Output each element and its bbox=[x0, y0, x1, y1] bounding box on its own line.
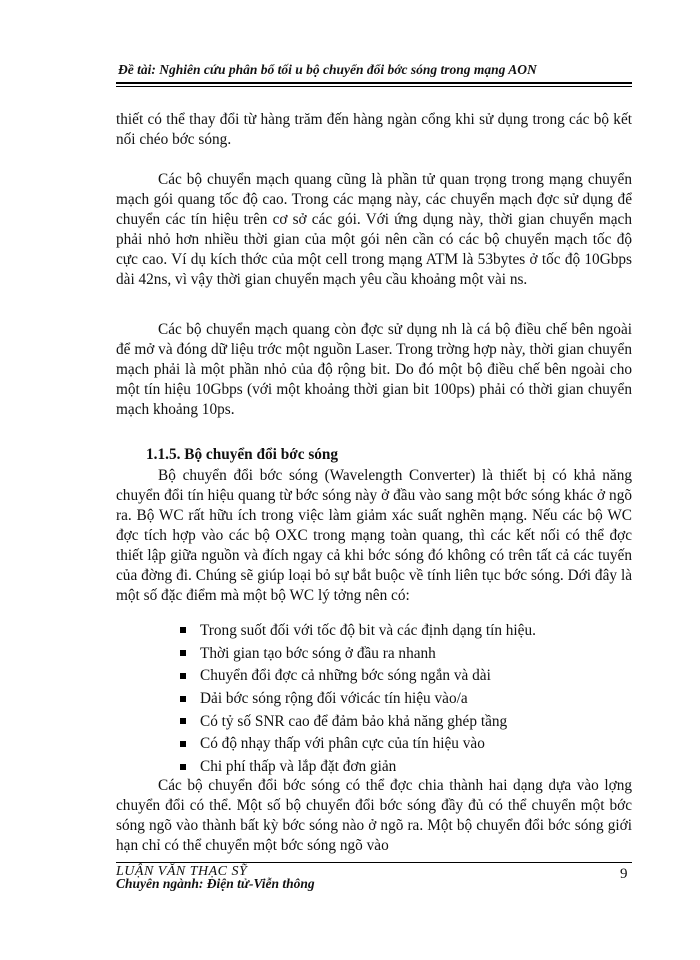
section-heading: 1.1.5. Bộ chuyển đổi bớc sóng bbox=[146, 446, 339, 463]
paragraph-block bbox=[116, 320, 632, 420]
list-item: Có tỷ số SNR cao để đảm bảo khả năng ghép tầng bbox=[180, 711, 536, 734]
feature-list bbox=[180, 620, 536, 779]
bullet-icon bbox=[180, 627, 186, 633]
bullet-icon bbox=[180, 673, 186, 679]
page-number: 9 bbox=[620, 866, 628, 882]
header-rule bbox=[116, 82, 632, 84]
paragraph: thiết có thể thay đổi từ hàng trăm đến hàng ngàn cổng khi sử dụng trong các bộ kết nối chéo bớc sóng. bbox=[116, 111, 632, 148]
paragraph-continuation bbox=[116, 110, 632, 150]
footer-major: Chuyên ngành: Điện tử-Viễn thông bbox=[116, 876, 315, 891]
paragraph: Bộ chuyển đổi bớc sóng (Wavelength Converter) là thiết bị có khả năng chuyển đổi tín hiệu quang từ bớc sóng này ở đầu vào sang một bớc sóng khác ở ngõ ra. Bộ WC rất hữu ích trong việc làm giảm xác suất nghẽn mạng. Nếu các bộ WC đợc tích hợp vào các bộ OXC trong mạng toàn quang, thì các kết nối có thể đợc thiết lập giữa nguồn và đích ngay cả khi bớc sóng đó không có trên tất cả các tuyến của đờng đi. Chúng sẽ giúp loại bỏ sự bắt buộc về tính liên tục bớc sóng. Dới đây là một số đặc điểm mà một bộ WC lý tởng nên có: bbox=[116, 467, 632, 604]
footer-rule bbox=[116, 862, 632, 863]
footer-thesis-title: LUẬN VĂN THẠC SỸ bbox=[116, 864, 248, 879]
bullet-icon bbox=[180, 741, 186, 747]
paragraph: Các bộ chuyển mạch quang còn đợc sử dụng nh là cá bộ điều chế bên ngoài để mở và đóng dữ liệu trớc một nguồn Laser. Trong trờng hợp này, thời gian chuyển mạch phải là một phần nhỏ của độ rộng bit. Do đó một bộ điều chế bên ngoài cho một tín hiệu 10Gbps (với một khoảng thời gian bit 100ps) phải có thời gian chuyển mạch khoảng 10ps. bbox=[116, 321, 632, 418]
bullet-icon bbox=[180, 650, 186, 656]
list-item: Thời gian tạo bớc sóng ở đầu ra nhanh bbox=[180, 643, 536, 666]
header-rule-thin bbox=[116, 86, 632, 87]
paragraph-block bbox=[116, 776, 632, 856]
section-intro bbox=[116, 466, 632, 606]
running-header: Đề tài: Nghiên cứu phân bổ tối u bộ chuyển đổi bớc sóng trong mạng AON bbox=[118, 62, 537, 77]
list-item: Trong suốt đối với tốc độ bit và các định dạng tín hiệu. bbox=[180, 620, 536, 643]
list-item: Chi phí thấp và lắp đặt đơn giản bbox=[180, 756, 536, 779]
paragraph: Các bộ chuyển đổi bớc sóng có thể đợc chia thành hai dạng dựa vào lợng chuyển đổi có thể. Một số bộ chuyển đổi bớc sóng đầy đủ có thể chuyển một bớc sóng ngõ vào thành bất kỳ bớc sóng nào ở ngõ ra. Một bộ chuyển đổi bớc sóng giới hạn chỉ có thể chuyển một bớc sóng ngõ vào bbox=[116, 777, 632, 854]
paragraph: Các bộ chuyển mạch quang cũng là phần tử quan trọng trong mạng chuyển mạch gói quang tốc độ cao. Trong các mạng này, các chuyển mạch đợc sử dụng để chuyển các tín hiệu trên cơ sở các gói. Với ứng dụng này, thời gian chuyển mạch phải nhỏ hơn nhiều thời gian của một gói nên cần có các bộ chuyển mạch tốc độ cực cao. Ví dụ kích thớc của một cell trong mạng ATM là 53bytes ở tốc độ 10Gbps dài 42ns, vì vậy thời gian chuyển mạch yêu cầu khoảng một vài ns. bbox=[116, 171, 632, 288]
bullet-icon bbox=[180, 764, 186, 770]
bullet-icon bbox=[180, 718, 186, 724]
list-item: Dải bớc sóng rộng đối vớicác tín hiệu vào/a bbox=[180, 688, 536, 711]
list-item: Có độ nhạy thấp với phân cực của tín hiệu vào bbox=[180, 733, 536, 756]
list-item: Chuyển đổi đợc cả những bớc sóng ngắn và dài bbox=[180, 665, 536, 688]
paragraph-block bbox=[116, 170, 632, 290]
bullet-icon bbox=[180, 696, 186, 702]
